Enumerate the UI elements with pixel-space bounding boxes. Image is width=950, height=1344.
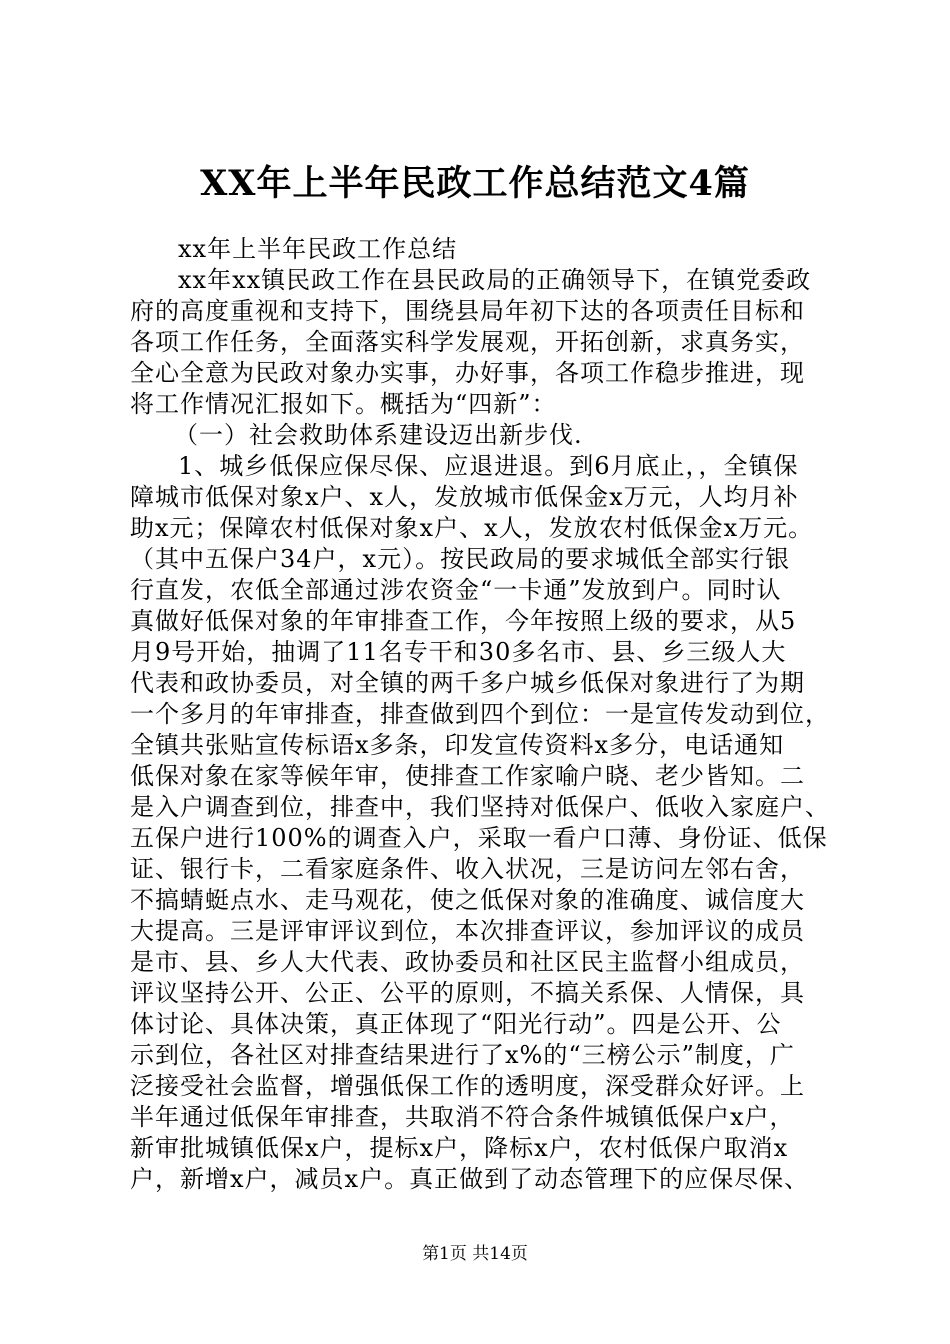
paragraph-line: 大提高。三是评审评议到位，本次排查评议，参加评议的成员 bbox=[130, 917, 805, 945]
paragraph-line: 是市、县、乡人大代表、政协委员和社区民主监督小组成员， bbox=[130, 948, 805, 976]
paragraph-line: 助x元；保障农村低保对象x户、x人，发放农村低保金x万元。 bbox=[130, 514, 814, 542]
paragraph-line: 半年通过低保年审排查，共取消不符合条件城镇低保户x户， bbox=[130, 1103, 795, 1131]
paragraph-line: 证、银行卡，二看家庭条件、收入状况，三是访问左邻右舍， bbox=[130, 855, 805, 883]
paragraph-line: 月9号开始，抽调了11名专干和30多名市、县、乡三级人大 bbox=[130, 638, 787, 666]
paragraph-line: 各项工作任务，全面落实科学发展观，开拓创新，求真务实， bbox=[130, 328, 805, 356]
paragraph-line: 五保户进行100%的调查入户，采取一看户口薄、身份证、低保 bbox=[130, 824, 828, 852]
paragraph-line: 代表和政协委员，对全镇的两千多户城乡低保对象进行了为期 bbox=[130, 669, 805, 697]
section-heading: xx年上半年民政工作总结 bbox=[178, 235, 458, 263]
paragraph-line: 府的高度重视和支持下，围绕县局年初下达的各项责任目标和 bbox=[130, 297, 805, 325]
paragraph-line: 示到位，各社区对排查结果进行了x%的“三榜公示”制度，广 bbox=[130, 1041, 795, 1069]
paragraph-line: xx年xx镇民政工作在县民政局的正确领导下，在镇党委政 bbox=[178, 266, 812, 294]
subsection-heading: （一）社会救助体系建设迈出新步伐. bbox=[174, 421, 583, 449]
paragraph-line: 全镇共张贴宣传标语x多条，印发宣传资料x多分，电话通知 bbox=[130, 731, 785, 759]
paragraph-line: 体讨论、具体决策，真正体现了“阳光行动”。四是公开、公 bbox=[130, 1010, 782, 1038]
document-title: XX年上半年民政工作总结范文4篇 bbox=[200, 163, 750, 204]
paragraph-line: 真做好低保对象的年审排查工作，今年按照上级的要求，从5 bbox=[130, 607, 797, 635]
paragraph-line: 评议坚持公开、公正、公平的原则，不搞关系保、人情保，具 bbox=[130, 979, 805, 1007]
paragraph-line: 1、城乡低保应保尽保、应退进退。到6月底止，，全镇保 bbox=[178, 452, 799, 480]
paragraph-line: 全心全意为民政对象办实事，办好事，各项工作稳步推进，现 bbox=[130, 359, 805, 387]
paragraph-line: 是入户调查到位，排查中，我们坚持对低保户、低收入家庭户、 bbox=[130, 793, 830, 821]
paragraph-line: 障城市低保对象x户、x人，发放城市低保金x万元，人均月补 bbox=[130, 483, 799, 511]
paragraph-line: 泛接受社会监督，增强低保工作的透明度，深受群众好评。上 bbox=[130, 1072, 805, 1100]
paragraph-line: 低保对象在家等候年审，使排查工作家喻户晓、老少皆知。二 bbox=[130, 762, 805, 790]
paragraph-line: 一个多月的年审排查，排查做到四个到位：一是宣传发动到位， bbox=[130, 700, 830, 728]
document-body bbox=[130, 234, 835, 1195]
paragraph-line: 不搞蜻蜓点水、走马观花，使之低保对象的准确度、诚信度大 bbox=[130, 886, 805, 914]
paragraph-line: （其中五保户34户，x元）。按民政局的要求城低全部实行银 bbox=[130, 545, 791, 573]
paragraph-line: 新审批城镇低保x户，提标x户，降标x户，农村低保户取消x bbox=[130, 1134, 789, 1162]
paragraph-line: 行直发，农低全部通过涉农资金“一卡通”发放到户。同时认 bbox=[130, 576, 782, 604]
paragraph-line: 户，新增x户，减员x户。真正做到了动态管理下的应保尽保、 bbox=[130, 1165, 810, 1193]
page-footer: 第1页 共14页 bbox=[422, 1244, 528, 1264]
paragraph-line: 将工作情况汇报如下。概括为“四新”： bbox=[130, 390, 557, 418]
